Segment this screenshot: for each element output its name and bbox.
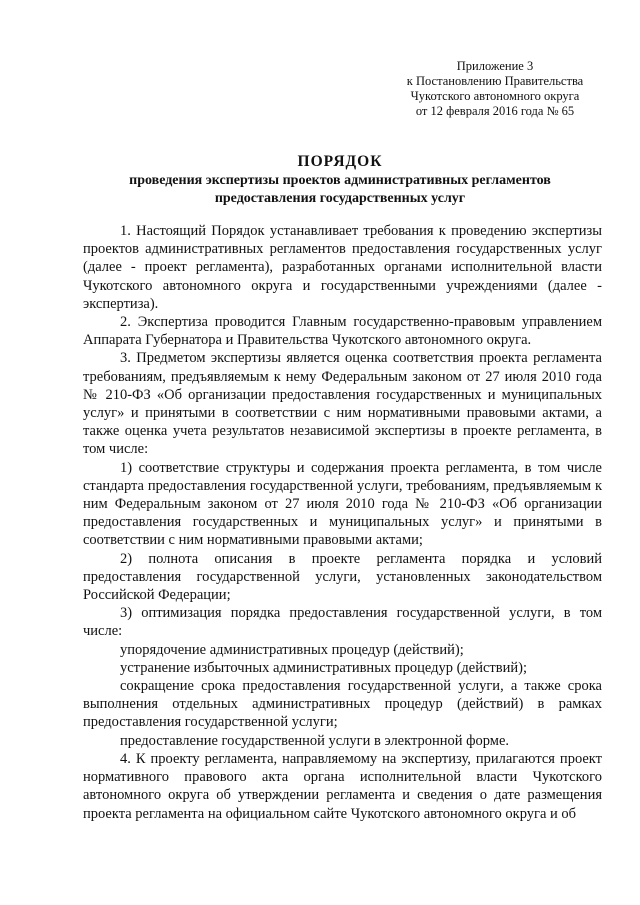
- paragraph: 1) соответствие структуры и содержания проекта регламента, в том числе стандарта предоставления государственной услуги, требованиям, предъявляемым к ним Федеральным законом от 27 июля 2010 года № 210-ФЗ «Об организации предоставления государственных и муниципальных услуг» и принятыми в соответствии с ним нормативными правовыми актами;: [83, 459, 602, 549]
- paragraph: 2) полнота описания в проекте регламента порядка и условий предоставления государственной услуги, установленных законодательством Российской Федерации;: [83, 550, 602, 604]
- document-subtitle: [80, 172, 600, 208]
- appendix-line: Приложение 3: [456, 59, 534, 73]
- paragraph: 1. Настоящий Порядок устанавливает требования к проведению экспертизы проектов административных регламентов предоставления государственных услуг (далее - проект регламента), разработанных органами исполнительной власти Чукотского автономного округа и государственными учреждениями (далее - экспертиза).: [83, 223, 602, 312]
- paragraph: 4. К проекту регламента, направляемому на экспертизу, прилагаются проект нормативного правового акта органа исполнительной власти Чукотского автономного округа об утверждении регламента и сведения о дате размещения проекта регламента на официальном сайте Чукотского автономного округа и об: [83, 750, 602, 822]
- appendix-line: Чукотского автономного округа: [410, 89, 580, 103]
- appendix-line: к Постановлению Правительства: [406, 74, 584, 88]
- document-body: [83, 222, 602, 823]
- subtitle-line: проведения экспертизы проектов административных регламентов: [129, 173, 551, 188]
- paragraph: устранение избыточных административных процедур (действий);: [120, 659, 527, 676]
- subtitle-line: предоставления государственных услуг: [214, 191, 466, 206]
- paragraph: 3. Предметом экспертизы является оценка соответствия проекта регламента требованиям, предъявляемым к нему Федеральным законом от 27 июля 2010 года № 210-ФЗ «Об организации предоставления государственных и муниципальных услуг» и принятыми в соответствии с ним нормативными правовыми актами, а также оценка учета результатов независимой экспертизы в проекте регламента, в том числе:: [83, 350, 602, 458]
- appendix-line: от 12 февраля 2016 года № 65: [415, 104, 575, 118]
- document-title: ПОРЯДОК: [297, 153, 383, 170]
- paragraph: 3) оптимизация порядка предоставления государственной услуги, в том числе:: [83, 605, 602, 640]
- paragraph: предоставление государственной услуги в электронной форме.: [120, 732, 510, 749]
- appendix-header: [390, 59, 600, 119]
- paragraph: 2. Экспертиза проводится Главным государственно-правовым управлением Аппарата Губернатора и Правительства Чукотского автономного округа.: [83, 314, 602, 349]
- paragraph: упорядочение административных процедур (действий);: [120, 641, 464, 658]
- paragraph: сокращение срока предоставления государственной услуги, а также срока выполнения отдельных административных процедур (действий) в рамках предоставления государственной услуги;: [83, 678, 602, 731]
